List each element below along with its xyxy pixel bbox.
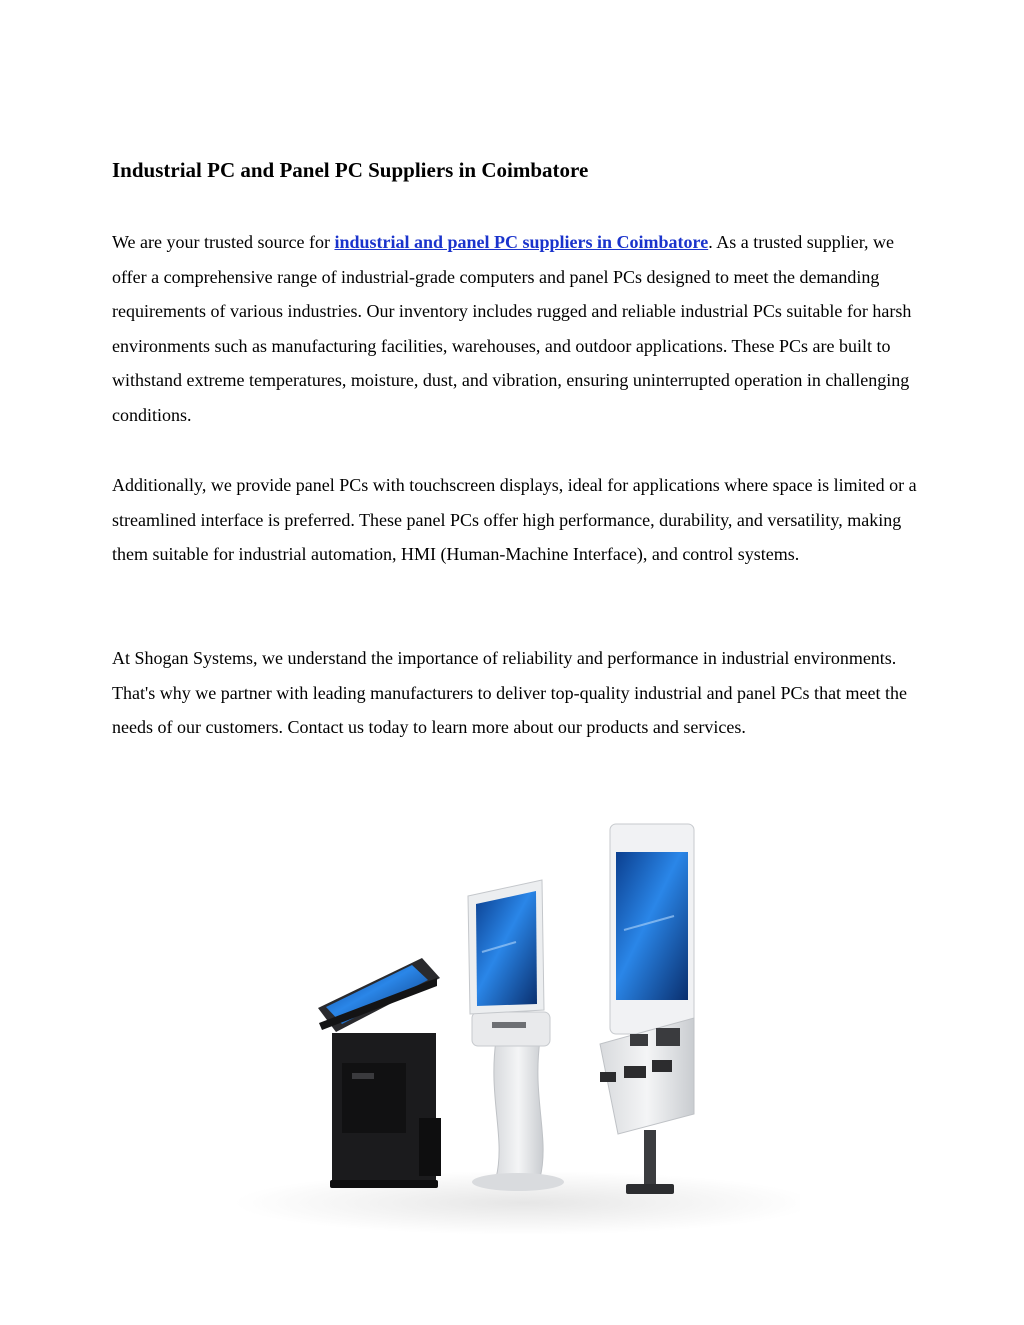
intro-text-after-link: . As a trusted supplier, we offer a comprehensive range of industrial-grade computers and panel PCs designed to meet the demanding requirements of various industries. Our inventory includes rugged and reliable industrial PCs suitable for harsh environments such as manufacturing facilities, warehouses, and outdoor applications. These PCs are built to withstand extreme temperatures, moisture, dust, and vibration, ensuring uninterrupted operation in challenging conditions.	[112, 232, 912, 425]
black-kiosk	[318, 958, 441, 1188]
kiosk-product-image	[224, 818, 800, 1236]
white-curved-kiosk	[468, 880, 564, 1191]
company-paragraph: At Shogan Systems, we understand the importance of reliability and performance in industrial environments. That's why we partner with leading manufacturers to deliver top-quality industrial and panel PCs that meet the needs of our customers. Contact us today to learn more about our products and services.	[112, 648, 908, 738]
panel-pc-paragraph: Additionally, we provide panel PCs with touchscreen displays, ideal for applications where space is limited or a streamlined interface is preferred. These panel PCs offer high performance, durability, and versatility, making them suitable for industrial automation, HMI (Human-Machine Interface), and control systems.	[112, 475, 917, 565]
suppliers-link[interactable]: industrial and panel PC suppliers in Coimbatore	[334, 232, 709, 252]
tall-payment-kiosk	[600, 824, 694, 1194]
intro-paragraph	[112, 225, 924, 433]
intro-text-before-link: We are your trusted source for	[112, 232, 335, 252]
page-title: Industrial PC and Panel PC Suppliers in Coimbatore	[112, 158, 589, 182]
